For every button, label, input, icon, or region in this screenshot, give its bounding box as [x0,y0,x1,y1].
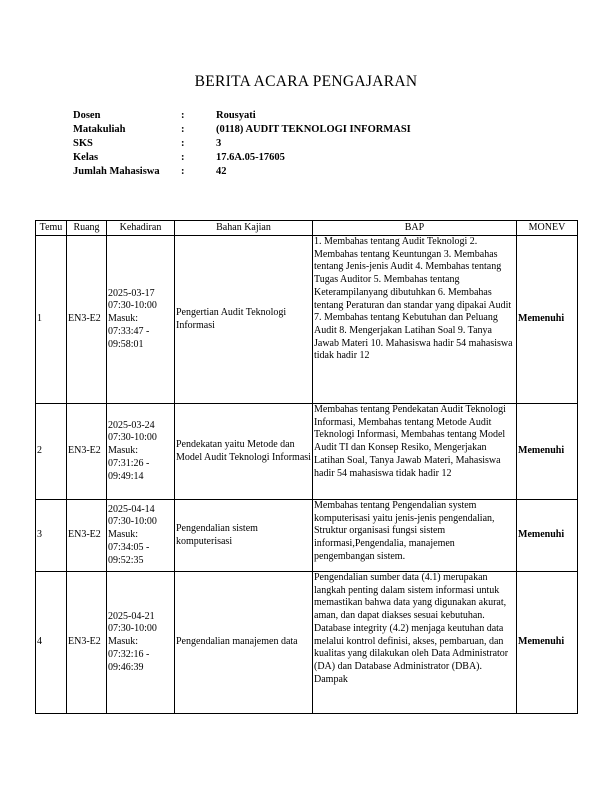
cell-monev: Memenuhi [517,404,578,500]
cell-bahan-kajian: Pendekatan yaitu Metode dan Model Audit Teknologi Informasi [175,404,313,500]
header-monev: MONEV [517,221,578,236]
header-bahan-kajian: Bahan Kajian [175,221,313,236]
table-row [36,500,578,572]
table-row [36,572,578,714]
cell-bahan-kajian: Pengendalian sistem komputerisasi [175,500,313,572]
cell-temu: 2 [36,404,67,500]
info-separator: : [181,124,185,135]
cell-bap: 1. Membahas tentang Audit Teknologi 2. Membahas tentang Keuntungan 3. Membahas tentang Jenis-jenis Audit 4. Membahas tentang Tugas Auditor 5. Membahas tentang Keterampilanyang dibutuhkan 6. Membahas tentang Peraturan dan standar yang dipakai Audit 7. Membahas tentang Kebutuhan dan Peluang Audit 8. Mengerjakan Latihan Soal 9. Tanya Jawab Materi 10. Mahasiswa hadir 54 mahasiswa tidak hadir 12 [313,236,517,404]
info-value: 17.6A.05-17605 [216,152,285,163]
info-row-matakuliah [73,123,411,137]
info-label: Kelas [73,152,99,163]
cell-temu: 3 [36,500,67,572]
document-title: BERITA ACARA PENGAJARAN [194,73,418,90]
cell-ruang: EN3-E2 [67,404,107,500]
cell-kehadiran: 2025-04-14 07:30-10:00 Masuk: 07:34:05 - 09:52:35 [107,500,175,572]
info-label: Dosen [73,110,101,121]
cell-monev: Memenuhi [517,500,578,572]
cell-bap: Membahas tentang Pendekatan Audit Teknologi Informasi, Membahas tentang Metode Audit Teknologi Informasi, Membahas tentang Model Audit TI dan Konsep Resiko, Mengerjakan Latihan Soal, Tanya Jawab Materi, Mahasiswa hadir 54 mahasiswa tidak hadir 12 [313,404,517,500]
info-row-dosen [73,109,411,123]
cell-ruang: EN3-E2 [67,236,107,404]
cell-temu: 4 [36,572,67,714]
cell-kehadiran: 2025-03-24 07:30-10:00 Masuk: 07:31:26 - 09:49:14 [107,404,175,500]
info-label: Jumlah Mahasiswa [73,166,160,177]
header-bap: BAP [313,221,517,236]
info-label: Matakuliah [73,124,126,135]
course-info [73,109,411,179]
cell-bahan-kajian: Pengendalian manajemen data [175,572,313,714]
table-header-row [36,221,578,236]
info-separator: : [181,166,185,177]
table-row [36,404,578,500]
info-value: 42 [216,166,227,177]
cell-monev: Memenuhi [517,236,578,404]
info-row-kelas [73,151,411,165]
info-label: SKS [73,138,93,149]
cell-ruang: EN3-E2 [67,500,107,572]
table-row [36,236,578,404]
cell-bap: Membahas tentang Pengendalian system komputerisasi yaitu jenis-jenis pengendalian, Struktur organisasi fungsi sistem informasi,Pengendalia, manajemen pengembangan sistem. [313,500,517,572]
header-temu: Temu [36,221,67,236]
info-row-jumlah-mahasiswa [73,165,411,179]
header-kehadiran: Kehadiran [107,221,175,236]
cell-kehadiran: 2025-04-21 07:30-10:00 Masuk: 07:32:16 - 09:46:39 [107,572,175,714]
info-value: 3 [216,138,222,149]
info-value: Rousyati [216,110,256,121]
header-ruang: Ruang [67,221,107,236]
info-separator: : [181,138,185,149]
cell-kehadiran: 2025-03-17 07:30-10:00 Masuk: 07:33:47 - 09:58:01 [107,236,175,404]
cell-bap: Pengendalian sumber data (4.1) merupakan langkah penting dalam sistem informasi untuk memastikan bahwa data yang digunakan akurat, aman, dan dapat diakses sesuai kebutuhan. Database integrity (4.2) menjaga keutuhan data melalui kontrol definisi, akses, pembaruan, dan kualitas yang dilakukan oleh Data Administrator (DA) dan Database Administrator (DBA). Dampak [313,572,517,714]
info-separator: : [181,110,185,121]
info-value: (0118) AUDIT TEKNOLOGI INFORMASI [216,124,411,135]
cell-temu: 1 [36,236,67,404]
cell-monev: Memenuhi [517,572,578,714]
cell-ruang: EN3-E2 [67,572,107,714]
teaching-record-table [35,220,578,714]
info-row-sks [73,137,411,151]
cell-bahan-kajian: Pengertian Audit Teknologi Informasi [175,236,313,404]
info-separator: : [181,152,185,163]
